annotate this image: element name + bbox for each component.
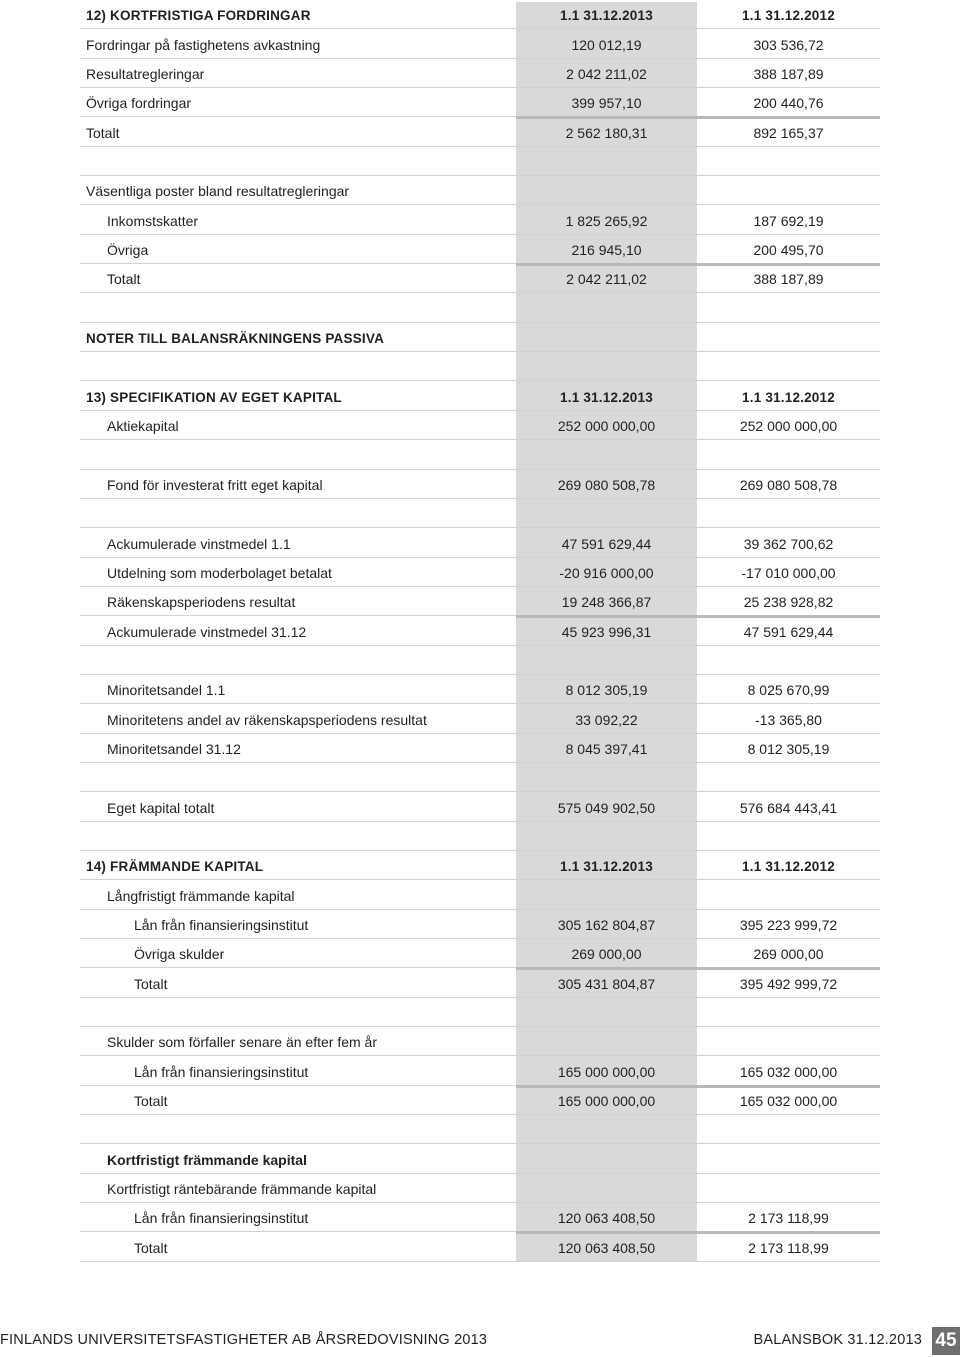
value-2013: 33 092,22	[575, 711, 638, 728]
table-rows	[80, 0, 880, 1262]
table-row	[80, 117, 880, 146]
section-header-row	[80, 0, 880, 29]
spacer-row	[80, 1115, 880, 1144]
spacer-row	[80, 293, 880, 322]
row-label: Aktiekapital	[107, 418, 179, 435]
page-number: 45	[932, 1327, 960, 1355]
row-label: Övriga	[107, 242, 149, 259]
value-2012: 1.1 31.12.2012	[742, 389, 835, 405]
row-label: Resultatregleringar	[86, 66, 205, 83]
table-row	[80, 558, 880, 587]
value-2012: 2 173 118,99	[748, 1210, 829, 1227]
spacer-row	[80, 352, 880, 381]
table-row	[80, 1056, 880, 1085]
value-2012: 8 025 670,99	[747, 682, 830, 699]
value-2012: 388 187,89	[753, 271, 824, 288]
table-row	[80, 411, 880, 440]
table-row	[80, 734, 880, 763]
table-row	[80, 587, 880, 616]
row-label: Räkenskapsperiodens resultat	[107, 594, 296, 611]
row-label: 12) KORTFRISTIGA FORDRINGAR	[86, 8, 311, 24]
row-label: Minoritetens andel av räkenskapsperiodens resultat	[107, 711, 427, 728]
value-2013: 2 042 211,02	[566, 271, 647, 288]
value-2012: 8 012 305,19	[747, 740, 830, 757]
value-2013: 8 012 305,19	[565, 682, 648, 699]
table-row	[80, 910, 880, 939]
value-2012: 200 495,70	[753, 242, 824, 259]
value-2013: 165 000 000,00	[557, 1093, 656, 1110]
row-label: Inkomstskatter	[107, 212, 199, 229]
footer-section-title: BALANSBOK 31.12.2013	[753, 1332, 922, 1348]
value-2013: 120 063 408,50	[557, 1210, 656, 1227]
row-label: Totalt	[107, 271, 141, 288]
value-2012: 2 173 118,99	[748, 1239, 829, 1256]
row-label: 13) SPECIFIKATION AV EGET KAPITAL	[86, 389, 342, 405]
row-label: Kortfristigt räntebärande främmande kapital	[107, 1181, 377, 1198]
value-2013: 252 000 000,00	[557, 418, 656, 435]
table-row	[80, 264, 880, 293]
table-row	[80, 205, 880, 234]
table-row	[80, 1144, 880, 1173]
table-row	[80, 939, 880, 968]
row-label: Totalt	[86, 124, 120, 141]
value-2012: 1.1 31.12.2012	[742, 859, 835, 875]
table-row	[80, 176, 880, 205]
value-2012: 165 032 000,00	[739, 1063, 838, 1080]
value-2012: 39 362 700,62	[743, 535, 834, 552]
row-label: Skulder som förfaller senare än efter fem år	[107, 1034, 378, 1051]
spacer-row	[80, 499, 880, 528]
table-row	[80, 1203, 880, 1232]
value-2013: 1.1 31.12.2013	[560, 8, 653, 24]
value-2013: 269 080 508,78	[557, 476, 656, 493]
value-2012: 395 492 999,72	[739, 975, 838, 992]
page-footer	[0, 1327, 960, 1357]
row-label: Totalt	[134, 1239, 168, 1256]
value-2012: 47 591 629,44	[743, 623, 834, 640]
row-label: Fordringar på fastighetens avkastning	[86, 36, 321, 53]
spacer-row	[80, 646, 880, 675]
value-2012: 165 032 000,00	[739, 1093, 838, 1110]
section-header-row	[80, 851, 880, 880]
table-row	[80, 235, 880, 264]
row-label: Minoritetsandel 1.1	[107, 682, 226, 699]
row-label: 14) FRÄMMANDE KAPITAL	[86, 859, 264, 875]
row-label: Fond för investerat fritt eget kapital	[107, 476, 323, 493]
row-label: Minoritetsandel 31.12	[107, 740, 241, 757]
spacer-row	[80, 440, 880, 469]
table-row	[80, 29, 880, 58]
value-2012: 269 000,00	[753, 946, 824, 963]
notes-table	[80, 0, 880, 1262]
value-2013: 8 045 397,41	[565, 740, 648, 757]
value-2012: 303 536,72	[753, 36, 824, 53]
row-label: Eget kapital totalt	[107, 799, 215, 816]
spacer-row	[80, 998, 880, 1027]
row-label: Totalt	[134, 1093, 168, 1110]
value-2013: 1.1 31.12.2013	[560, 389, 653, 405]
section-header-row	[80, 381, 880, 410]
spacer-row	[80, 822, 880, 851]
footer-publication-title: FINLANDS UNIVERSITETSFASTIGHETER AB ÅRSREDOVISNING 2013	[0, 1332, 488, 1348]
row-label: Lån från finansieringsinstitut	[134, 1063, 309, 1080]
row-label: Ackumulerade vinstmedel 31.12	[107, 623, 307, 640]
value-2013: 45 923 996,31	[561, 623, 652, 640]
row-label: Långfristigt främmande kapital	[107, 887, 295, 904]
row-label: Utdelning som moderbolaget betalat	[107, 564, 332, 581]
value-2012: 892 165,37	[753, 124, 824, 141]
section-header-row	[80, 323, 880, 352]
table-row	[80, 1086, 880, 1115]
table-row	[80, 59, 880, 88]
table-row	[80, 792, 880, 821]
value-2013: -20 916 000,00	[559, 564, 654, 581]
value-2013: 120 063 408,50	[557, 1239, 656, 1256]
row-label: Ackumulerade vinstmedel 1.1	[107, 535, 291, 552]
value-2013: 305 162 804,87	[557, 917, 656, 933]
value-2013: 120 012,19	[571, 36, 642, 53]
row-label: Totalt	[134, 975, 168, 992]
row-label: Övriga fordringar	[86, 95, 192, 112]
row-label: Lån från finansieringsinstitut	[134, 917, 309, 933]
table-row	[80, 1232, 880, 1261]
table-row	[80, 470, 880, 499]
table-row	[80, 528, 880, 557]
table-row	[80, 616, 880, 645]
value-2013: 1 825 265,92	[565, 212, 648, 229]
spacer-row	[80, 763, 880, 792]
value-2013: 216 945,10	[571, 242, 642, 259]
row-label: Övriga skulder	[134, 946, 225, 963]
table-row	[80, 1027, 880, 1056]
value-2013: 1.1 31.12.2013	[560, 859, 653, 875]
table-row	[80, 675, 880, 704]
value-2013: 47 591 629,44	[561, 535, 652, 552]
value-2012: 187 692,19	[753, 212, 824, 229]
row-label: NOTER TILL BALANSRÄKNINGENS PASSIVA	[86, 331, 385, 347]
spacer-row	[80, 147, 880, 176]
value-2013: 575 049 902,50	[557, 799, 656, 816]
row-label: Väsentliga poster bland resultatregleringar	[86, 183, 350, 200]
row-label: Lån från finansieringsinstitut	[134, 1210, 309, 1227]
row-label: Kortfristigt främmande kapital	[107, 1151, 307, 1168]
table-row	[80, 88, 880, 117]
value-2012: 388 187,89	[753, 66, 824, 83]
value-2012: -17 010 000,00	[741, 564, 836, 581]
value-2012: 269 080 508,78	[739, 476, 838, 493]
value-2013: 399 957,10	[571, 95, 642, 112]
value-2012: -13 365,80	[755, 711, 822, 728]
value-2013: 165 000 000,00	[557, 1063, 656, 1080]
table-row	[80, 1174, 880, 1203]
value-2013: 305 431 804,87	[557, 975, 656, 992]
value-2012: 1.1 31.12.2012	[742, 8, 835, 24]
value-2012: 252 000 000,00	[739, 418, 838, 435]
table-row	[80, 704, 880, 733]
value-2013: 269 000,00	[571, 946, 642, 963]
table-row	[80, 968, 880, 997]
value-2012: 200 440,76	[753, 95, 824, 112]
value-2013: 19 248 366,87	[561, 594, 652, 611]
value-2012: 395 223 999,72	[739, 917, 838, 933]
table-row	[80, 880, 880, 909]
value-2012: 576 684 443,41	[739, 799, 838, 816]
value-2013: 2 042 211,02	[566, 66, 647, 83]
value-2013: 2 562 180,31	[565, 124, 648, 141]
value-2012: 25 238 928,82	[743, 594, 834, 611]
